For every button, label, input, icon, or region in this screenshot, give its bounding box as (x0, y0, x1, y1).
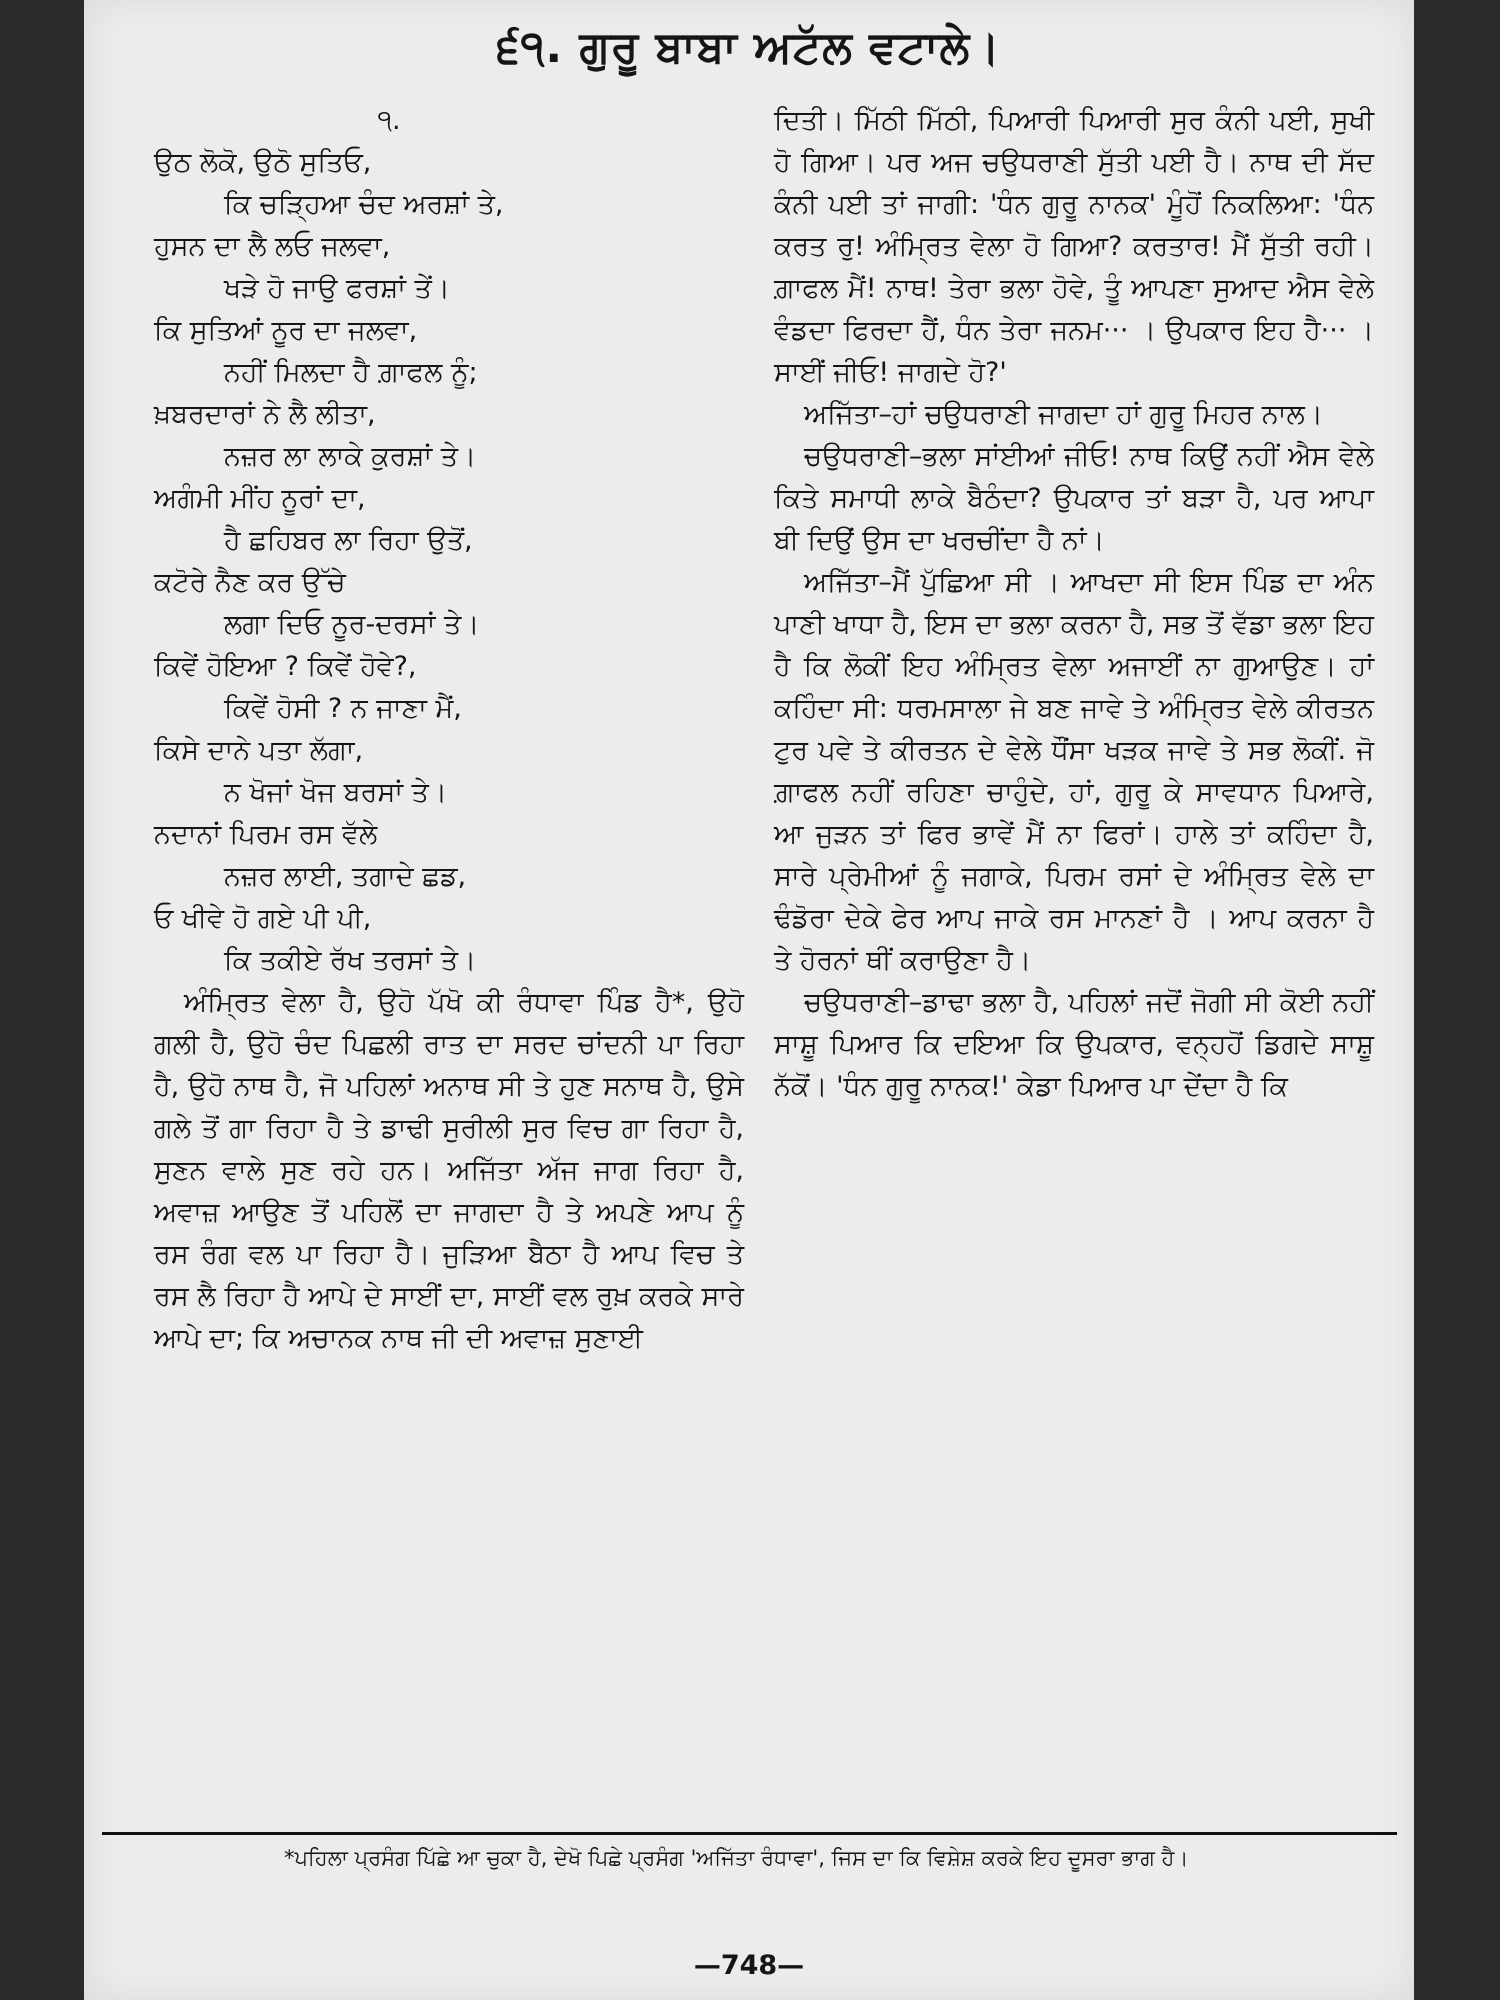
verse-line: ਹੈ ਛਹਿਬਰ ਲਾ ਰਿਹਾ ਉਤੋਂ, (224, 525, 473, 556)
verse-line: ਉਠ ਲੋਕੋ, ਉਠੋ ਸੁਤਿਓ, (154, 147, 372, 178)
verse-line: ਲਗਾ ਦਿਓ ਨੂਰ-ਦਰਸਾਂ ਤੇ। (224, 609, 480, 640)
verse-line: ਨਦਾਨਾਂ ਪਿਰਮ ਰਸ ਵੱਲੇ (154, 819, 378, 850)
right-paragraph: ਚਉਧਰਾਣੀ–ਡਾਢਾ ਭਲਾ ਹੈ, ਪਹਿਲਾਂ ਜਦੋਂ ਜੋਗੀ ਸੀ ਕੋਈ ਨਹੀਂ ਸਾਸ਼ੂ ਪਿਆਰ ਕਿ ਦਇਆ ਕਿ ਉਪਕਾਰ, ਵਨ੍ਹਹੋਂ ਡਿਗਦੇ ਸਾਸ਼ੂ ਨੱਕੋਂ। 'ਧੰਨ ਗੁਰੂ ਨਾਨਕ!' ਕੇਡਾ ਪਿਆਰ ਪਾ ਦੇਂਦਾ ਹੈ ਕਿ (774, 987, 1374, 1102)
verse-line: ਹੁਸਨ ਦਾ ਲੈ ਲਓ ਜਲਵਾ, (154, 231, 391, 262)
right-paragraph: ਦਿਤੀ। ਮਿੱਠੀ ਮਿੱਠੀ, ਪਿਆਰੀ ਪਿਆਰੀ ਸੁਰ ਕੰਨੀ ਪਈ, ਸੁਖੀ ਹੋ ਗਿਆ। ਪਰ ਅਜ ਚਉਧਰਾਣੀ ਸੁੱਤੀ ਪਈ ਹੈ। ਨਾਥ ਦੀ ਸੱਦ ਕੰਨੀ ਪਈ ਤਾਂ ਜਾਗੀ: 'ਧੰਨ ਗੁਰੂ ਨਾਨਕ' ਮੂੰਹੋਂ ਨਿਕਲਿਆ: 'ਧੰਨ ਕਰਤ ਰੁ! ਅੰਮ੍ਰਿਤ ਵੇਲਾ ਹੋ ਗਿਆ? ਕਰਤਾਰ! ਮੈਂ ਸੁੱਤੀ ਰਹੀ। ਗ਼ਾਫਲ ਮੈਂ! ਨਾਥ! ਤੇਰਾ ਭਲਾ ਹੋਵੇ, ਤੂੰ ਆਪਣਾ ਸੁਆਦ ਐਸ ਵੇਲੇ ਵੰਡਦਾ ਫਿਰਦਾ ਹੈਂ, ਧੰਨ ਤੇਰਾ ਜਨਮ··· । ਉਪਕਾਰ ਇਹ ਹੈ··· । ਸਾਈਂ ਜੀਓ! ਜਾਗਦੇ ਹੋ?' (774, 105, 1374, 388)
verse-line: ਕਿਵੇਂ ਹੋਇਆ ? ਕਿਵੇਂ ਹੋਵੇ?, (154, 651, 417, 682)
right-paragraph: ਅਜਿੱਤਾ–ਮੈਂ ਪੁੱਛਿਆ ਸੀ । ਆਖਦਾ ਸੀ ਇਸ ਪਿੰਡ ਦਾ ਅੰਨ ਪਾਣੀ ਖਾਧਾ ਹੈ, ਇਸ ਦਾ ਭਲਾ ਕਰਨਾ ਹੈ, ਸਭ ਤੋਂ ਵੱਡਾ ਭਲਾ ਇਹ ਹੈ ਕਿ ਲੋਕੀਂ ਇਹ ਅੰਮ੍ਰਿਤ ਵੇਲਾ ਅਜਾਈਂ ਨਾ ਗੁਆਉਣ। ਹਾਂ ਕਹਿੰਦਾ ਸੀ: ਧਰਮਸਾਲਾ ਜੇ ਬਣ ਜਾਵੇ ਤੇ ਅੰਮ੍ਰਿਤ ਵੇਲੇ ਕੀਰਤਨ ਟੁਰ ਪਵੇ ਤੇ ਕੀਰਤਨ ਦੇ ਵੇਲੇ ਧੌਂਸਾ ਖੜਕ ਜਾਵੇ ਤੇ ਸਭ ਲੋਕੀਂ. ਜੋ ਗ਼ਾਫਲ ਨਹੀਂ ਰਹਿਣਾ ਚਾਹੁੰਦੇ, ਹਾਂ, ਗੁਰੂ ਕੇ ਸਾਵਧਾਨ ਪਿਆਰੇ, ਆ ਜੁੜਨ ਤਾਂ ਫਿਰ ਭਾਵੇਂ ਮੈਂ ਨਾ ਫਿਰਾਂ। ਹਾਲੇ ਤਾਂ ਕਹਿੰਦਾ ਹੈ, ਸਾਰੇ ਪ੍ਰੇਮੀਆਂ ਨੂੰ ਜਗਾਕੇ, ਪਿਰਮ ਰਸਾਂ ਦੇ ਅੰਮ੍ਰਿਤ ਵੇਲੇ ਦਾ ਢੰਡੋਰਾ ਦੇਕੇ ਫੇਰ ਆਪ ਜਾਕੇ ਰਸ ਮਾਨਣਾਂ ਹੈ । ਆਪ ਕਰਨਾ ਹੈ ਤੇ ਹੋਰਨਾਂ ਥੀਂ ਕਰਾਉਣਾ ਹੈ। (774, 567, 1374, 976)
left-prose-paragraph: ਅੰਮ੍ਰਿਤ ਵੇਲਾ ਹੈ, ਉਹੋ ਪੱਖੋ ਕੀ ਰੰਧਾਵਾ ਪਿੰਡ ਹੈ*, ਉਹੋ ਗਲੀ ਹੈ, ਉਹੋ ਚੰਦ ਪਿਛਲੀ ਰਾਤ ਦਾ ਸਰਦ ਚਾਂਦਨੀ ਪਾ ਰਿਹਾ ਹੈ, ਉਹੋ ਨਾਥ ਹੈ, ਜੋ ਪਹਿਲਾਂ ਅਨਾਥ ਸੀ ਤੇ ਹੁਣ ਸਨਾਥ ਹੈ, ਉਸੇ ਗਲੇ ਤੋਂ ਗਾ ਰਿਹਾ ਹੈ ਤੇ ਡਾਢੀ ਸੁਰੀਲੀ ਸੁਰ ਵਿਚ ਗਾ ਰਿਹਾ ਹੈ, ਸੁਣਨ ਵਾਲੇ ਸੁਣ ਰਹੇ ਹਨ। ਅਜਿੱਤਾ ਅੱਜ ਜਾਗ ਰਿਹਾ ਹੈ, ਅਵਾਜ਼ ਆਉਣ ਤੋਂ ਪਹਿਲੋਂ ਦਾ ਜਾਗਦਾ ਹੈ ਤੇ ਅਪਣੇ ਆਪ ਨੂੰ ਰਸ ਰੰਗ ਵਲ ਪਾ ਰਿਹਾ ਹੈ। ਜੁੜਿਆ ਬੈਠਾ ਹੈ ਆਪ ਵਿਚ ਤੇ ਰਸ ਲੈ ਰਿਹਾ ਹੈ ਆਪੇ ਦੇ ਸਾਈਂ ਦਾ, ਸਾਈਂ ਵਲ ਰੁਖ਼ ਕਰਕੇ ਸਾਰੇ ਆਪੇ ਦਾ; ਕਿ ਅਚਾਨਕ ਨਾਥ ਜੀ ਦੀ ਅਵਾਜ਼ ਸੁਣਾਈ (154, 987, 744, 1354)
verse-line: ਨਹੀਂ ਮਿਲਦਾ ਹੈ ਗ਼ਾਫਲ ਨੂੰ; (224, 357, 478, 388)
verse-line: ਅਗੰਮੀ ਮੀਂਹ ਨੂਰਾਂ ਦਾ, (154, 483, 366, 514)
right-paragraph: ਅਜਿੱਤਾ–ਹਾਂ ਚਉਧਰਾਣੀ ਜਾਗਦਾ ਹਾਂ ਗੁਰੂ ਮਿਹਰ ਨਾਲ। (804, 399, 1323, 430)
verse-line: ਨਜ਼ਰ ਲਾ ਲਾਕੇ ਕੁਰਸ਼ਾਂ ਤੇ। (224, 441, 477, 472)
verse-line: ਓ ਖੀਵੇ ਹੋ ਗਏ ਪੀ ਪੀ, (154, 903, 372, 934)
verse-line: ਕਿ ਤਕੀਏ ਰੱਖ ਤਰਸਾਂ ਤੇ। (224, 945, 477, 976)
verse-line: ਖ਼ਬਰਦਾਰਾਂ ਨੇ ਲੈ ਲੀਤਾ, (154, 399, 376, 430)
footnote-divider (102, 1832, 1397, 1835)
book-page (84, 0, 1414, 2000)
section-number: ੧. (377, 105, 401, 136)
footnote: *ਪਹਿਲਾ ਪ੍ਰਸੰਗ ਪਿੱਛੇ ਆ ਚੁਕਾ ਹੈ, ਦੇਖੋ ਪਿਛੇ ਪ੍ਰਸੰਗ 'ਅਜਿੱਤਾ ਰੰਧਾਵਾ', ਜਿਸ ਦਾ ਕਿ ਵਿਸ਼ੇਸ਼ ਕਰਕੇ ਇਹ ਦੂਸਰਾ ਭਾਗ ਹੈ। (284, 1846, 1189, 1870)
verse-line: ਨ ਖੋਜਾਂ ਖੋਜ ਬਰਸਾਂ ਤੇ। (224, 777, 448, 808)
verse-line: ਕਿਸੇ ਦਾਨੇ ਪਤਾ ਲੱਗਾ, (154, 735, 364, 766)
page-number: —748— (693, 1950, 805, 1981)
verse-line: ਕਟੋਰੇ ਨੈਣ ਕਰ ਉੱਚੇ (154, 567, 346, 598)
left-column (154, 100, 744, 1360)
verse-line: ਖੜੇ ਹੋ ਜਾਉ ਫਰਸ਼ਾਂ ਤੇਂ। (224, 273, 451, 304)
verse-line: ਕਿ ਚੜ੍ਹਿਆ ਚੰਦ ਅਰਸ਼ਾਂ ਤੇ, (224, 189, 504, 220)
verse-line: ਨਜ਼ਰ ਲਾਈ, ਤਗਾਦੇ ਛਡ, (224, 861, 467, 892)
verse-block (154, 142, 744, 982)
verse-line: ਕਿਵੇਂ ਹੋਸੀ ? ਨ ਜਾਣਾ ਮੈਂ, (224, 693, 462, 724)
chapter-title: ੬੧. ਗੁਰੂ ਬਾਬਾ ਅਟੱਲ ਵਟਾਲੇ। (497, 22, 1001, 73)
verse-line: ਕਿ ਸੁਤਿਆਂ ਨੂਰ ਦਾ ਜਲਵਾ, (154, 315, 418, 346)
right-paragraph: ਚਉਧਰਾਣੀ–ਭਲਾ ਸਾਂਈਆਂ ਜੀਓ! ਨਾਥ ਕਿਉਂ ਨਹੀਂ ਐਸ ਵੇਲੇ ਕਿਤੇ ਸਮਾਧੀ ਲਾਕੇ ਬੈਠੰਦਾ? ਉਪਕਾਰ ਤਾਂ ਬੜਾ ਹੈ, ਪਰ ਆਪਾ ਬੀ ਦਿਉਂ ਉਸ ਦਾ ਖਰਚੀਂਦਾ ਹੈ ਨਾਂ। (774, 441, 1374, 556)
right-column (774, 100, 1374, 1108)
